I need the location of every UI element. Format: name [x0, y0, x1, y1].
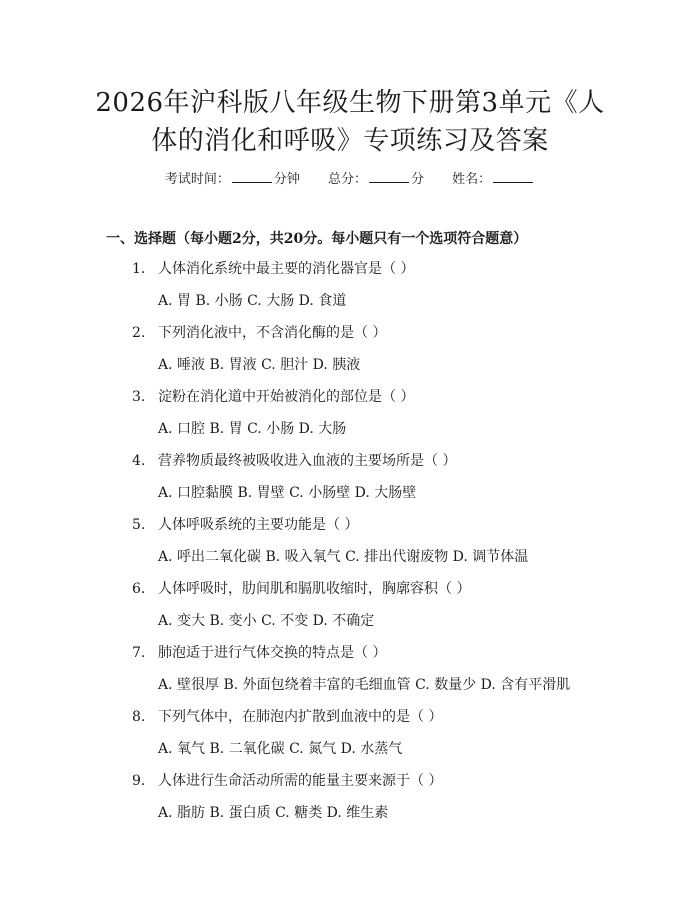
question-number: 4. — [132, 453, 146, 469]
student-name-blank — [493, 170, 533, 183]
student-name — [452, 170, 535, 189]
question-stem: 人体呼吸系统的主要功能是（ ） — [158, 517, 359, 533]
section-heading: 一、选择题（每小题2分，共20分。每小题只有一个选项符合题意） — [106, 231, 528, 247]
question-stem: 人体进行生命活动所需的能量主要来源于（ ） — [158, 773, 443, 789]
question-item — [0, 387, 700, 451]
total-score-blank — [369, 170, 409, 183]
question-number: 9. — [132, 773, 146, 789]
total-score — [328, 170, 424, 189]
question-item — [0, 515, 700, 579]
question-item — [0, 707, 700, 771]
question-stem: 下列气体中，在肺泡内扩散到血液中的是（ ） — [158, 709, 443, 725]
question-options: A. 口腔黏膜 B. 胃壁 C. 小肠壁 D. 大肠壁 — [158, 485, 417, 501]
question-stem: 人体呼吸时，肋间肌和膈肌收缩时，胸廓容积（ ） — [158, 581, 471, 597]
question-item — [0, 771, 700, 835]
question-number: 2. — [132, 325, 146, 341]
student-name-label: 姓名： — [452, 172, 492, 187]
question-item — [0, 451, 700, 515]
question-stem: 下列消化液中，不含消化酶的是（ ） — [158, 325, 387, 341]
total-score-unit: 分 — [411, 172, 425, 187]
question-number: 8. — [132, 709, 146, 725]
question-item — [0, 643, 700, 707]
question-number: 1. — [132, 261, 146, 277]
question-stem: 肺泡适于进行气体交换的特点是（ ） — [158, 645, 387, 661]
total-score-label: 总分： — [327, 172, 367, 187]
question-list — [0, 259, 700, 835]
exam-time-unit: 分钟 — [273, 172, 300, 187]
exam-time-blank — [232, 170, 272, 183]
question-options: A. 唾液 B. 胃液 C. 胆汁 D. 胰液 — [158, 357, 361, 373]
question-stem: 人体消化系统中最主要的消化器官是（ ） — [158, 261, 415, 277]
title-line-2: 体的消化和呼吸》专项练习及答案 — [151, 126, 549, 156]
question-number: 6. — [132, 581, 146, 597]
question-number: 7. — [132, 645, 146, 661]
exam-time — [165, 170, 300, 189]
question-number: 3. — [132, 389, 146, 405]
question-options: A. 壁很厚 B. 外面包绕着丰富的毛细血管 C. 数量少 D. 含有平滑肌 — [158, 677, 571, 693]
question-options: A. 氧气 B. 二氧化碳 C. 氮气 D. 水蒸气 — [158, 741, 403, 757]
question-options: A. 呼出二氧化碳 B. 吸入氧气 C. 排出代谢废物 D. 调节体温 — [158, 549, 529, 565]
question-stem: 淀粉在消化道中开始被消化的部位是（ ） — [158, 389, 415, 405]
title-line-1: 2026年沪科版八年级生物下册第3单元《人 — [95, 88, 605, 118]
question-number: 5. — [132, 517, 146, 533]
question-options: A. 口腔 B. 胃 C. 小肠 D. 大肠 — [158, 421, 347, 437]
document-title — [90, 84, 610, 160]
exam-meta — [0, 170, 700, 189]
question-options: A. 脂肪 B. 蛋白质 C. 糖类 D. 维生素 — [158, 805, 389, 821]
question-stem: 营养物质最终被吸收进入血液的主要场所是（ ） — [158, 453, 457, 469]
question-options: A. 变大 B. 变小 C. 不变 D. 不确定 — [158, 613, 375, 629]
exam-time-label: 考试时间： — [164, 172, 230, 187]
question-options: A. 胃 B. 小肠 C. 大肠 D. 食道 — [158, 293, 347, 309]
question-item — [0, 259, 700, 323]
question-item — [0, 579, 700, 643]
question-item — [0, 323, 700, 387]
